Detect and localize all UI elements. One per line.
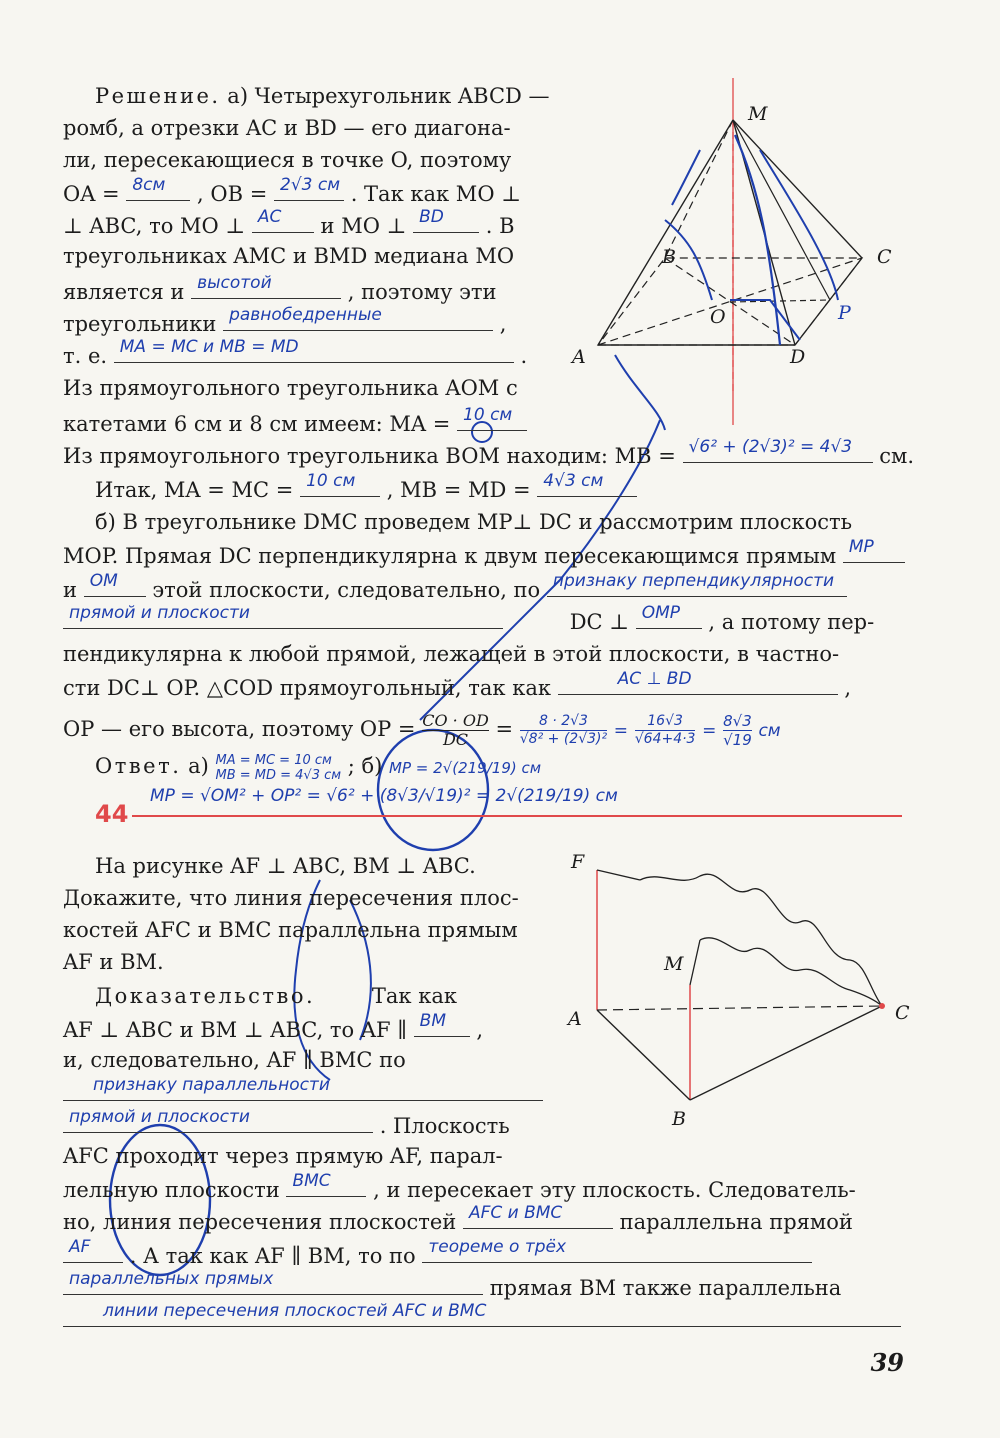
proof-line-10: параллельных прямых прямая BM также параллельна <box>63 1272 841 1302</box>
solution-line-16: и OM этой плоскости, следовательно, по признаку перпендикулярности <box>63 574 847 604</box>
solution-line-6: треугольниках AMC и BMD медиана MO <box>63 244 515 268</box>
hw-mb-md: 4√3 см <box>543 471 604 491</box>
problem-line-4: AF и BM. <box>63 950 164 974</box>
proof-line-11 <box>63 1301 901 1334</box>
solution-line-18: пендикулярна к любой прямой, лежащей в этой плоскости, в частно- <box>63 642 840 666</box>
problem-number: 44 <box>95 800 129 828</box>
hw-isosceles: равнобедренные <box>229 305 382 325</box>
hw-mo-bd: BD <box>419 207 444 227</box>
fig2-label-c: C <box>895 1002 910 1024</box>
proof-line-1: Доказательство. Так как <box>95 984 457 1008</box>
proof-line-6: AFC проходит через прямую AF, парал- <box>63 1144 503 1168</box>
problem-line-1: На рисунке AF ⊥ ABC, BM ⊥ ABC. <box>95 854 476 878</box>
solution-line-15: MOP. Прямая DC перпендикулярна к двум пересекающимся прямым MP <box>63 540 905 570</box>
hw-bm: BM <box>419 1011 447 1031</box>
fig2-label-f: F <box>571 851 585 873</box>
hw-criterion-2: прямой и плоскости <box>69 603 250 623</box>
hw-ob: 2√3 см <box>280 175 341 195</box>
hw-te: MA = MC и MB = MD <box>119 337 299 357</box>
hw-bmc: BMC <box>292 1171 331 1191</box>
solution-line-7: является и высотой , поэтому эти <box>63 276 497 306</box>
solution-line-13: Итак, MA = MC = 10 см , MB = MD = 4√3 см <box>95 474 637 504</box>
hw-ac-bd: AC ⊥ BD <box>617 669 692 689</box>
solution-line-11: катетами 6 см и 8 см имеем: MA = 10 см <box>63 408 527 438</box>
hw-op-step3: $\frac{8√3}{√19}$ <box>723 712 752 749</box>
fig2-label-a: A <box>568 1008 582 1030</box>
hw-parallel-criterion-2: прямой и плоскости <box>69 1107 250 1127</box>
hw-mp-calc: MP = √OM² + OP² = √6² + (8√3/√19)² = 2√(219/19) см <box>150 786 618 806</box>
proof-line-8: но, линия пересечения плоскостей AFC и BMC параллельна прямой <box>63 1206 853 1236</box>
point-label-c: C <box>877 246 892 268</box>
hw-omp: OMP <box>641 603 681 623</box>
solution-line-8: треугольники равнобедренные , <box>63 308 506 338</box>
proof-line-5: прямой и плоскости . Плоскость <box>63 1110 510 1140</box>
solution-line-5: ⊥ ABC, то MO ⊥ AC и MO ⊥ BD . В <box>63 210 515 240</box>
hw-altitude: высотой <box>197 273 272 293</box>
point-label-m: M <box>748 103 768 125</box>
solution-line-10: Из прямоугольного треугольника AOM с <box>63 376 518 400</box>
hw-afc-bmc: AFC и BMC <box>468 1203 563 1223</box>
op-fraction: $\frac{CO \cdot OD}{DC}$ <box>422 711 489 749</box>
solution-line-2: ромб, а отрезки AC и BD — его диагона- <box>63 116 511 140</box>
hw-op-step1: $\frac{8 \cdot 2√3}{\text{√8² + (2√3)²}}$ <box>519 713 608 747</box>
point-label-b: B <box>662 246 676 268</box>
hw-theorem-2: параллельных прямых <box>69 1269 274 1289</box>
page-number: 39 <box>870 1348 904 1377</box>
solution-line-3: ли, пересекающиеся в точке O, поэтому <box>63 148 512 172</box>
proof-line-2: AF ⊥ ABC и BM ⊥ ABC, то AF ∥ BM , <box>63 1014 483 1044</box>
hw-mp: MP <box>848 537 874 557</box>
hw-lines-intersection: линии пересечения плоскостей AFC и BMC <box>103 1301 487 1321</box>
fig2-label-b: B <box>672 1108 686 1130</box>
hw-answer-a: MA = MC = 10 см MB = MD = 4√3 см <box>215 752 342 783</box>
solution-line-12: Из прямоугольного треугольника BOM находим: MB = √6² + (2√3)² = 4√3 см. <box>63 440 914 470</box>
hw-mb: √6² + (2√3)² = 4√3 <box>688 437 853 457</box>
point-label-p: P <box>838 302 851 324</box>
hw-answer-b: MP = 2√(219/19) см <box>389 759 542 777</box>
hw-op-step2: $\frac{16√3}{√64+4\cdot 3}$ <box>634 713 696 747</box>
point-label-a: A <box>572 346 586 368</box>
hw-ma-mc: 10 см <box>306 471 356 491</box>
solution-line-17: прямой и плоскости DC ⊥ OMP , а потому пер- <box>63 606 874 636</box>
problem-line-3: костей AFC и BMC параллельна прямым <box>63 918 518 942</box>
problem-line-2: Докажите, что линия пересечения плос- <box>63 886 519 910</box>
proof-line-3: и, следовательно, AF ∥ BMC по <box>63 1048 406 1072</box>
answer-line: Ответ. а) MA = MC = 10 см MB = MD = 4√3 см ; б) MP = 2√(219/19) см <box>95 752 542 783</box>
hw-theorem: теореме о трёх <box>428 1237 567 1257</box>
solution-line-14: б) В треугольнике DMC проведем MP⊥ DC и рассмотрим плоскость <box>95 510 853 534</box>
proof-line-9: AF . А так как AF ∥ BM, то по теореме о трёх <box>63 1240 812 1270</box>
hw-parallel-criterion: признаку параллельности <box>93 1075 330 1095</box>
solution-line-4: OA = 8см , OB = 2√3 см . Так как MO ⊥ <box>63 178 521 208</box>
hw-criterion: признаку перпендикулярности <box>552 571 835 591</box>
fig2-label-m: M <box>664 953 684 975</box>
proof-line-7: лельную плоскости BMC , и пересекает эту плоскость. Следователь- <box>63 1174 856 1204</box>
hw-om: OM <box>89 571 118 591</box>
point-label-o: O <box>710 306 726 328</box>
hw-mo-ac: AC <box>257 207 282 227</box>
hw-oa: 8см <box>132 175 166 195</box>
solution-line-20: OP — его высота, поэтому OP = $\frac{CO \cdot OD}{DC}$ = $\frac{8 \cdot 2√3}{\text{√8² + (2√3)²}}$ = $\frac{16√3}{√64+4\cdot 3}$ = $\frac{8√3}{√19}$ см <box>63 711 781 749</box>
point-label-d: D <box>790 346 806 368</box>
solution-line-9: т. е. MA = MC и MB = MD . <box>63 340 527 370</box>
hw-af: AF <box>69 1237 91 1257</box>
hw-ma: 10 см <box>463 405 513 425</box>
solution-line-19: сти DC⊥ OP. △COD прямоугольный, так как AC ⊥ BD , <box>63 672 851 702</box>
solution-line-1: Решение. а) Четырехугольник ABCD — <box>95 84 550 108</box>
